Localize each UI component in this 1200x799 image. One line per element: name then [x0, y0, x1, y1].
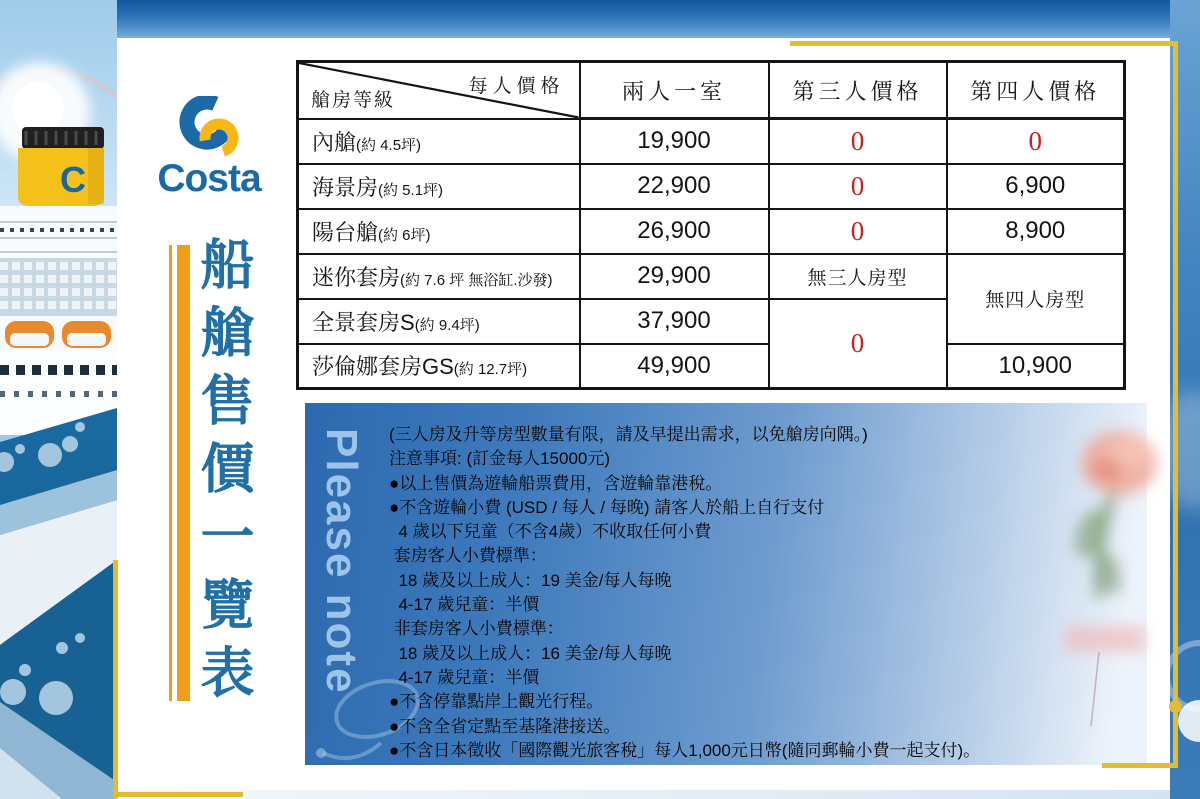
note-line: ●不含日本徵收「國際觀光旅客稅」每人1,000元日幣(隨同郵輪小費一起支付)。 [389, 740, 981, 760]
note-lines [389, 423, 1079, 763]
rose-image [1047, 408, 1177, 738]
note-line: ●以上售價為遊輪船票費用，含遊輪靠港稅。 [389, 473, 723, 493]
no-third-room-cell: 無三人房型 [769, 254, 947, 299]
price-cell: 37,900 [580, 299, 769, 344]
room-cell [298, 164, 580, 209]
note-line: 套房客人小費標準： [389, 546, 547, 566]
accent-dot [1169, 700, 1182, 713]
no-fourth-room-cell: 無四人房型 [947, 254, 1125, 344]
table-row [298, 344, 1125, 389]
table-row [298, 209, 1125, 254]
top-blue-band [0, 0, 1200, 38]
title-accent-bar [177, 245, 190, 701]
note-line: (三人房及升等房型數量有限，請及早提出需求，以免艙房向隅。) [389, 425, 868, 444]
table-corner-cell [298, 62, 580, 119]
room-size: (約 7.6 坪 無浴缸.沙發) [400, 271, 553, 289]
note-line: 4-17 歲兒童：半價 [389, 595, 540, 615]
corner-label-cabin: 艙房等級 [311, 89, 396, 111]
costa-wordmark: Costa [157, 157, 261, 200]
accent-line-bottom-right [1102, 763, 1178, 768]
table-row [298, 164, 1125, 209]
fourth-price-cell: 10,900 [947, 344, 1125, 389]
room-cell [298, 254, 580, 299]
room-name: 全景套房S [312, 309, 415, 335]
room-cell [298, 119, 580, 164]
accent-line-bottom-left [113, 792, 243, 797]
note-line: 18 歲及以上成人：16 美金/每人每晚 [389, 643, 672, 663]
room-size: (約 5.1坪) [378, 181, 444, 199]
table-row [298, 119, 1125, 164]
note-line: 注意事項: (訂金每人15000元) [389, 449, 611, 469]
accent-line-top [790, 41, 1178, 46]
table-row [298, 254, 1125, 299]
room-name: 迷你套房 [312, 264, 401, 290]
price-cell: 29,900 [580, 254, 769, 299]
price-cell: 19,900 [580, 119, 769, 164]
price-cell: 49,900 [580, 344, 769, 389]
note-line: ●不含遊輪小費 (USD / 每人 / 每晚) 請客人於船上自行支付 [389, 497, 825, 517]
room-size: (約 6坪) [378, 226, 431, 244]
costa-logo-mark [157, 96, 261, 158]
corner-label-price: 每人價格 [468, 76, 565, 97]
room-size: (約 12.7坪) [453, 361, 528, 379]
fourth-price-cell: 6,900 [947, 164, 1125, 209]
costa-logo [143, 96, 275, 198]
room-name: 陽台艙 [312, 219, 379, 245]
room-cell [298, 209, 580, 254]
col-header-fourth: 第四人價格 [947, 62, 1125, 119]
third-price-cell: 0 [769, 164, 947, 209]
cruise-ship-illustration [0, 0, 117, 799]
room-size: (約 9.4坪) [414, 316, 480, 334]
note-line: 4-17 歲兒童：半價 [389, 667, 540, 687]
note-line: ●不含停靠點岸上觀光行程。 [389, 692, 604, 712]
third-price-cell: 0 [769, 119, 947, 164]
card-bottom-strip [117, 790, 1170, 799]
table-header-row [298, 62, 1125, 119]
room-name: 莎倫娜套房GS [312, 354, 454, 380]
title-accent-bar [169, 245, 172, 701]
note-line: 非套房客人小費標準： [389, 619, 564, 639]
room-cell [298, 299, 580, 344]
content-card [117, 38, 1170, 799]
price-table [296, 60, 1126, 390]
page-title: 船艙售價一覽表 [192, 236, 256, 712]
note-line: 4 歲以下兒童（不含4歲）不收取任何小費 [389, 522, 712, 542]
price-cell: 26,900 [580, 209, 769, 254]
accent-line-left [113, 560, 118, 799]
note-line: ●不含全省定點至基隆港接送。 [389, 716, 621, 736]
fourth-price-cell: 0 [947, 119, 1125, 164]
funnel-letter: C [60, 159, 86, 200]
third-price-cell: 0 [769, 209, 947, 254]
col-header-third: 第三人價格 [769, 62, 947, 119]
price-cell: 22,900 [580, 164, 769, 209]
note-line: 18 歲及以上成人：19 美金/每人每晚 [389, 570, 672, 590]
third-price-cell: 0 [769, 299, 947, 389]
note-panel [305, 403, 1147, 765]
accent-line-right [1173, 41, 1178, 768]
room-name: 海景房 [312, 174, 379, 200]
room-size: (約 4.5坪) [356, 136, 422, 154]
col-header-double: 兩人一室 [580, 62, 769, 119]
fourth-price-cell: 8,900 [947, 209, 1125, 254]
room-name: 內艙 [312, 129, 357, 155]
room-cell [298, 344, 580, 389]
please-note-label: Please note [317, 428, 366, 695]
